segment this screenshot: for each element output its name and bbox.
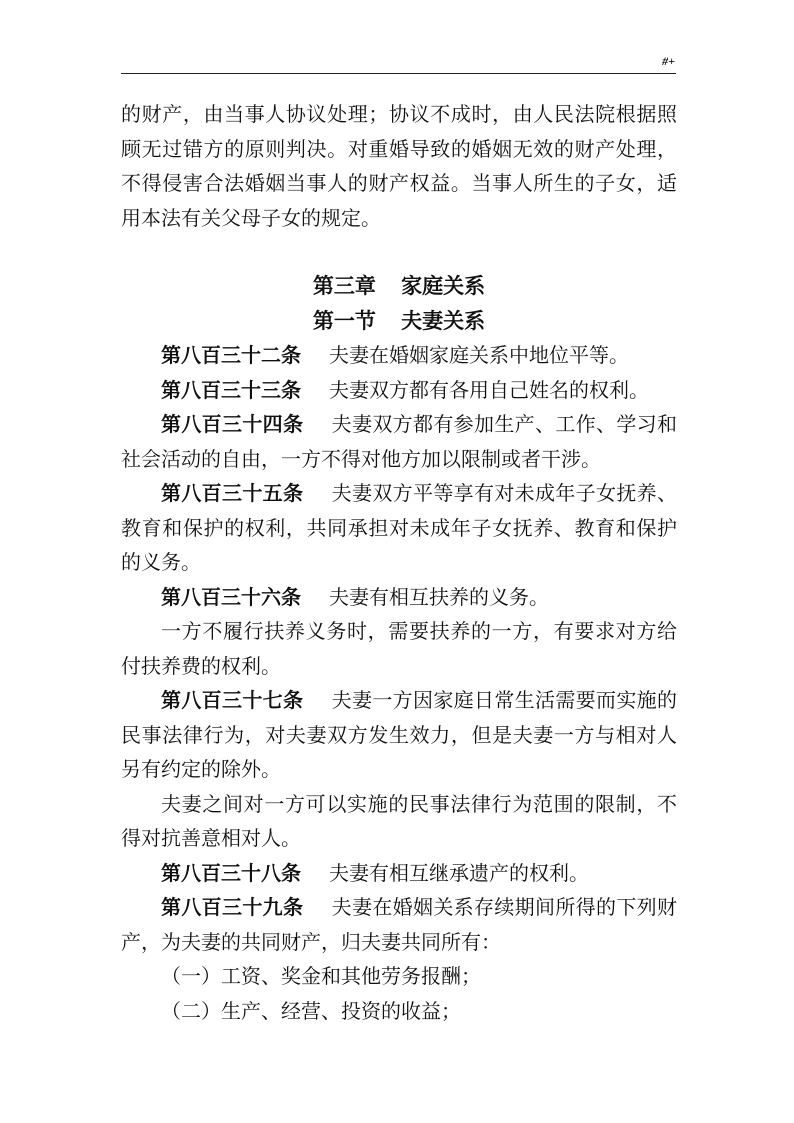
article-number: 第八百三十三条: [161, 377, 301, 402]
article-number: 第八百三十二条: [161, 343, 301, 367]
page-number: #+: [662, 54, 675, 68]
continuation-paragraph: 一方不履行扶养义务时，需要扶养的一方，有要求对方给付扶养费的权利。: [121, 619, 677, 678]
article-text: 夫妻双方都有各用自己姓名的权利。: [329, 377, 649, 402]
article-number: 第八百三十七条: [161, 688, 304, 712]
article-number: 第八百三十九条: [161, 895, 304, 919]
list-item: （二）生产、经营、投资的收益；: [161, 998, 461, 1023]
document-body: [121, 97, 677, 1028]
article-number: 第八百三十四条: [161, 412, 304, 436]
article-paragraph: [121, 407, 677, 476]
article-paragraph: [121, 683, 677, 787]
article-paragraph: [121, 856, 677, 891]
chapter-title: 家庭关系: [401, 274, 486, 298]
article-paragraph: [121, 476, 677, 580]
article-number: 第八百三十八条: [161, 860, 301, 885]
article-text: 夫妻有相互扶养的义务。: [329, 584, 549, 609]
article-text: 夫妻双方平等享有对未成年子女抚养、教育和保护的权利，共同承担对未成年子女抚养、教育和保护的义务。: [121, 481, 678, 574]
chapter-number: 第三章: [312, 274, 376, 298]
article-text: 夫妻一方因家庭日常生活需要而实施的民事法律行为，对夫妻双方发生效力，但是夫妻一方与相对人另有约定的除外。: [121, 688, 678, 781]
chapter-heading: [121, 269, 677, 304]
article-text: 夫妻在婚姻家庭关系中地位平等。: [329, 343, 629, 367]
header-rule: [121, 73, 676, 74]
section-number: 第一节: [312, 308, 376, 333]
article-paragraph: [121, 580, 677, 615]
article-text: 夫妻双方都有参加生产、工作、学习和社会活动的自由，一方不得对他方加以限制或者干涉。: [121, 412, 678, 471]
article-paragraph: [121, 890, 677, 959]
continuation-paragraph: 夫妻之间对一方可以实施的民事法律行为范围的限制，不得对抗善意相对人。: [121, 791, 677, 850]
list-item: （一）工资、奖金和其他劳务报酬；: [161, 964, 481, 988]
article-number: 第八百三十五条: [161, 481, 304, 505]
article-number: 第八百三十六条: [161, 584, 301, 609]
section-title: 夫妻关系: [401, 308, 486, 333]
intro-paragraph: 的财产，由当事人协议处理；协议不成时，由人民法院根据照顾无过错方的原则判决。对重婚导致的婚姻无效的财产处理，不得侵害合法婚姻当事人的财产权益。当事人所生的子女，适用本法有关父母子女的规定。: [121, 102, 677, 230]
article-paragraph: [121, 373, 677, 408]
article-text: 夫妻在婚姻关系存续期间所得的下列财产，为夫妻的共同财产，归夫妻共同所有：: [121, 895, 678, 954]
article-text: 夫妻有相互继承遗产的权利。: [329, 860, 589, 885]
section-heading: [121, 304, 677, 339]
article-paragraph: [121, 338, 677, 373]
